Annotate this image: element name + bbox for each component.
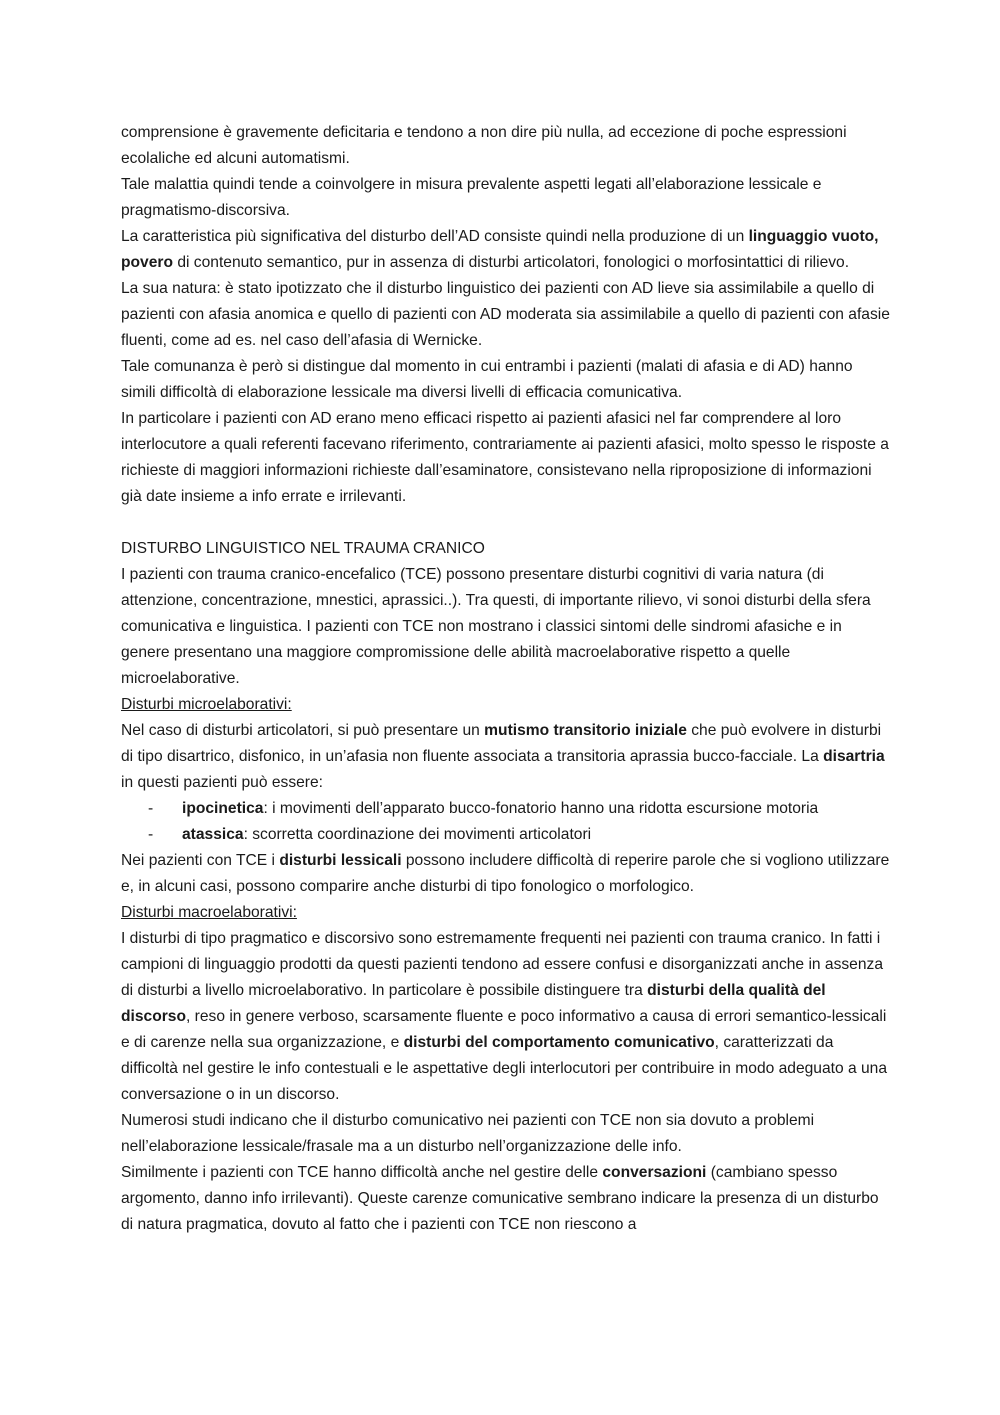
text-run: Similmente i pazienti con TCE hanno difficoltà anche nel gestire delle — [121, 1164, 603, 1181]
paragraph-intro-6: In particolare i pazienti con AD erano meno efficaci rispetto ai pazienti afasici nel far comprendere al loro interlocutore a quali referenti facevano riferimento, contrariamente ai pazienti afasici, molto spesso le risposte a richieste di maggiori informazioni richieste dall’esaminatore, consistevano nella riproposizione di informazioni già date insieme a info errate e irrilevanti. — [121, 410, 889, 505]
bold-term: disturbi del comportamento comunicativo — [403, 1034, 715, 1051]
paragraph-tce-1: I pazienti con trauma cranico-encefalico (TCE) possono presentare disturbi cognitivi di varia natura (di attenzione, concentrazione, mnestici, aprassici..). Tra questi, di importante rilievo, vi sonoi disturbi della sfera comunicativa e linguistica. I pazienti con TCE non mostrano i classici sintomi delle sindromi afasiche e in genere presentano una maggiore compromissione delle abilità macroelaborative rispetto a quelle microelaborative. — [121, 566, 871, 687]
text-run: La caratteristica più significativa del disturbo dell’AD consiste quindi nella produzione di un — [121, 228, 749, 245]
text-run: Nei pazienti con TCE i — [121, 852, 280, 869]
paragraph-conversations — [121, 1160, 891, 1238]
list-item — [121, 822, 891, 848]
paragraph-lexical — [121, 848, 891, 900]
paragraph-intro-4: La sua natura: è stato ipotizzato che il disturbo linguistico dei pazienti con AD lieve sia assimilabile a quello di pazienti con afasia anomica e quello di pazienti con AD moderata sia assimilabile a quello di pazienti con afasie fluenti, come ad es. nel caso dell’afasia di Wernicke. — [121, 280, 890, 349]
text-run: (cambiano spesso argomento, danno info irrilevanti). Queste carenze comunicative sembrano indicare la presenza di un disturbo di natura pragmatica, dovuto al fatto che i pazienti con TCE non riescono a — [121, 1164, 879, 1233]
subheading-macro: Disturbi macroelaborativi: — [121, 904, 297, 921]
paragraph-micro — [121, 718, 891, 796]
dysarthria-list — [121, 796, 891, 848]
text-run: di contenuto semantico, pur in assenza di disturbi articolatori, fonologici o morfosintattici di rilievo. — [173, 254, 850, 271]
bold-term: linguaggio vuoto, povero — [121, 228, 879, 271]
paragraph-macro — [121, 926, 891, 1108]
paragraph-studies: Numerosi studi indicano che il disturbo comunicativo nei pazienti con TCE non sia dovuto a problemi nell’elaborazione lessicale/frasale ma a un disturbo nell’organizzazione delle info. — [121, 1112, 815, 1155]
text-run: che può evolvere in disturbi di tipo disartrico, disfonico, in un’afasia non fluente associata a transitoria aprassia bucco-facciale. La — [121, 722, 882, 765]
bold-term: disturbi lessicali — [279, 852, 402, 869]
list-item — [121, 796, 891, 822]
text-run: , caratterizzati da difficoltà nel gestire le info contestuali e le aspettative degli interlocutori per contribuire in modo adeguato a una conversazione o in un discorso. — [121, 1034, 888, 1103]
bold-term: disartria — [823, 748, 885, 765]
bold-term: atassica — [182, 826, 244, 843]
text-run: : i movimenti dell’apparato bucco-fonatorio hanno una ridotta escursione motoria — [263, 800, 819, 817]
bold-term: conversazioni — [602, 1164, 707, 1181]
paragraph-spacer — [121, 510, 891, 536]
text-run: Nel caso di disturbi articolatori, si può presentare un — [121, 722, 485, 739]
text-run: possono includere difficoltà di reperire parole che si vogliono utilizzare e, in alcuni casi, possono comparire anche disturbi di tipo fonologico o morfologico. — [121, 852, 890, 895]
paragraph-intro-2: Tale malattia quindi tende a coinvolgere in misura prevalente aspetti legati all’elaborazione lessicale e pragmatismo-discorsiva. — [121, 176, 822, 219]
subheading-micro: Disturbi microelaborativi: — [121, 696, 292, 713]
text-run: in questi pazienti può essere: — [121, 774, 323, 791]
list-dash: - — [148, 826, 154, 843]
bold-term: ipocinetica — [182, 800, 264, 817]
text-run: : scorretta coordinazione dei movimenti articolatori — [243, 826, 592, 843]
document-page — [121, 120, 891, 1238]
paragraph-intro-5: Tale comunanza è però si distingue dal momento in cui entrambi i pazienti (malati di afasia e di AD) hanno simili difficoltà di elaborazione lessicale ma diversi livelli di efficacia comunicativa. — [121, 358, 853, 401]
paragraph-intro-1: comprensione è gravemente deficitaria e tendono a non dire più nulla, ad eccezione di poche espressioni ecolaliche ed alcuni automatismi. — [121, 124, 847, 167]
bold-term: disturbi della qualità del discorso — [121, 982, 826, 1025]
text-run: I disturbi di tipo pragmatico e discorsivo sono estremamente frequenti nei pazienti con trauma cranico. In fatti i campioni di linguaggio prodotti da questi pazienti tendono ad essere confusi e disorganizzati anche in assenza di disturbi a livello microelaborativo. In particolare è possibile distinguere tra — [121, 930, 883, 999]
text-run: , reso in genere verboso, scarsamente fluente e poco informativo a causa di errori semantico-lessicali e di carenze nella sua organizzazione, e — [121, 1008, 887, 1051]
bold-term: mutismo transitorio iniziale — [484, 722, 687, 739]
section-heading: DISTURBO LINGUISTICO NEL TRAUMA CRANICO — [121, 540, 485, 557]
list-dash: - — [148, 800, 154, 817]
paragraph-intro-3 — [121, 224, 891, 276]
